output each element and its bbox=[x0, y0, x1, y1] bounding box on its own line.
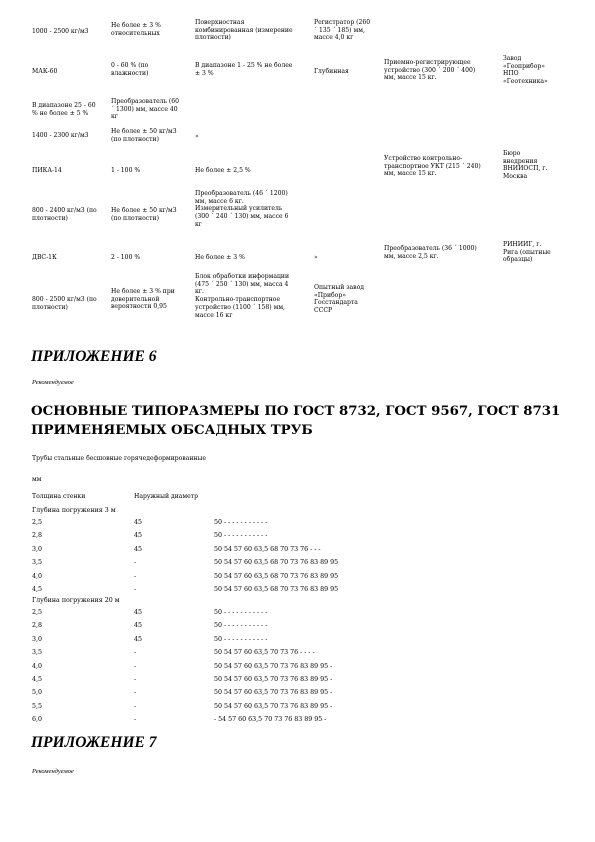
table-cell: Глубинная bbox=[314, 68, 349, 75]
diameters-list-cell: 50 - - - - - - - - - - - bbox=[214, 635, 268, 643]
diameters-list-cell: 50 54 57 60 63,5 70 73 76 83 89 95 - bbox=[214, 676, 333, 683]
diameter-cell: - bbox=[134, 586, 137, 593]
table-cell: ПИКА-14 bbox=[32, 167, 62, 174]
table-row bbox=[0, 546, 595, 559]
table-cell: Преобразователь (60 ´ 1300) мм, массе 40 кг bbox=[111, 98, 179, 121]
table-row bbox=[0, 649, 595, 662]
diameters-list-cell: 50 54 57 60 63,5 68 70 73 76 83 89 95 bbox=[214, 586, 339, 593]
table-row bbox=[0, 622, 595, 635]
diameter-cell: 45 bbox=[134, 622, 143, 630]
diameters-list-cell: 50 54 57 60 63,5 70 73 76 83 89 95 - bbox=[214, 662, 333, 670]
diameters-list-cell: 50 54 57 60 63,5 68 70 73 76 83 89 95 bbox=[214, 559, 339, 567]
table-cell: » bbox=[314, 254, 318, 261]
thickness-cell: 4,5 bbox=[32, 676, 43, 683]
table-row bbox=[0, 609, 595, 622]
diameter-cell: - bbox=[134, 662, 137, 670]
table-subtitle: Трубы стальные бесшовные горячедеформированные bbox=[32, 455, 206, 462]
thickness-cell: 3,5 bbox=[32, 559, 43, 567]
thickness-cell: 2,8 bbox=[32, 532, 43, 540]
table-row bbox=[0, 703, 595, 716]
thickness-cell: 6,0 bbox=[32, 716, 43, 724]
thickness-cell: 3,5 bbox=[32, 649, 43, 657]
diameters-list-cell: 50 54 57 60 63,5 68 70 73 76 - - - bbox=[214, 545, 321, 553]
thickness-cell: 4,5 bbox=[32, 586, 43, 593]
table-cell: Опытный завод «Прибор» Госстандарта СССР bbox=[314, 284, 364, 315]
table-row bbox=[0, 559, 595, 572]
table-cell: 800 - 2400 кг/м3 (по плотности) bbox=[32, 207, 97, 222]
table-row bbox=[0, 716, 595, 729]
table-cell: Не более ± 3 % относительных bbox=[111, 22, 161, 37]
table-cell: » bbox=[195, 133, 199, 140]
table-cell: Бюро внедрения ВНИИОСП, г. Москва bbox=[503, 150, 548, 181]
diameter-cell: - bbox=[134, 572, 137, 580]
diameter-cell: 45 bbox=[134, 532, 143, 540]
diameters-list-cell: 50 54 57 60 63,5 68 70 73 76 83 89 95 bbox=[214, 572, 339, 580]
table-cell: Не более ± 50 кг/м3 (по плотности) bbox=[111, 207, 177, 222]
thickness-cell: 2,8 bbox=[32, 622, 43, 630]
table-cell: Устройство контрольно- транспортное УКТ (215 ´ 240) мм, массе 15 кг. bbox=[384, 155, 481, 178]
table-row bbox=[0, 573, 595, 586]
diameter-cell: - bbox=[134, 689, 137, 697]
table-cell: Приемно-регистрирующее устройство (300 ´ 200 ´ 400) мм, массе 15 кг. bbox=[384, 59, 476, 82]
thickness-cell: 2,5 bbox=[32, 609, 43, 616]
group-title-3m: Глубина погружения 3 м bbox=[32, 507, 116, 514]
table-cell: Преобразователь (46 ´ 1200) мм, массе 6 кг. Измерительный усилитель (300 ´ 240 ´ 130) мм, массе 6 кг bbox=[195, 190, 289, 228]
diameters-list-cell: 50 - - - - - - - - - - - bbox=[214, 519, 268, 526]
group-title-20m: Глубина погружения 20 м bbox=[32, 597, 120, 604]
unit-label: мм bbox=[32, 476, 42, 483]
table-cell: 800 - 2500 кг/м3 (по плотности) bbox=[32, 296, 97, 311]
table-row bbox=[0, 519, 595, 532]
thickness-cell: 4,0 bbox=[32, 662, 43, 670]
column-header-diameter: Наружный диаметр bbox=[134, 493, 199, 500]
table-cell: Поверхностная комбинированная (измерение плотности) bbox=[195, 19, 293, 42]
table-cell: Преобразователь (36 ´ 1000) мм, массе 2,5 кг. bbox=[384, 245, 477, 260]
table-cell: Не более ± 50 кг/м3 (по плотности) bbox=[111, 128, 177, 143]
thickness-cell: 5,5 bbox=[32, 702, 43, 710]
diameters-list-cell: 50 54 57 60 63,5 70 73 76 - - - - bbox=[214, 649, 315, 657]
thickness-cell: 4,0 bbox=[32, 572, 43, 580]
diameters-list-cell: 50 54 57 60 63,5 70 73 76 83 89 95 - bbox=[214, 702, 333, 710]
diameter-cell: - bbox=[134, 716, 137, 724]
table-cell: Блок обработки информации (475 ´ 250 ´ 130) мм, масса 4 кг. Контрольно-транспортное устройство (1100 ´ 158) мм, массе 16 кг bbox=[195, 273, 290, 319]
diameters-list-cell: 50 - - - - - - - - - - - bbox=[214, 532, 268, 540]
diameter-cell: - bbox=[134, 559, 137, 567]
appendix-6-heading: ОСНОВНЫЕ ТИПОРАЗМЕРЫ ПО ГОСТ 8732, ГОСТ 9567, ГОСТ 8731 ПРИМЕНЯЕМЫХ ОБСАДНЫХ ТРУБ bbox=[31, 404, 561, 438]
table-cell: 1400 - 2300 кг/м3 bbox=[32, 132, 89, 139]
table-row bbox=[0, 676, 595, 689]
recommended-label: Рекомендуемое bbox=[32, 768, 74, 775]
column-header-thickness: Толщина стенки bbox=[32, 493, 86, 500]
diameter-cell: - bbox=[134, 649, 137, 657]
thickness-cell: 2,5 bbox=[32, 519, 43, 526]
diameters-list-cell: 50 - - - - - - - - - - - bbox=[214, 609, 268, 616]
table-cell: В диапазоне 25 - 60 % не более ± 5 % bbox=[32, 102, 96, 117]
table-cell: Не более ± 2,5 % bbox=[195, 167, 251, 174]
table-cell: 1 - 100 % bbox=[111, 167, 141, 174]
table-cell: Регистратор (260 ´ 135 ´ 185) мм, массе 4,0 кг bbox=[314, 19, 371, 42]
thickness-cell: 3,0 bbox=[32, 635, 43, 643]
diameters-list-cell: 50 54 57 60 63,5 70 73 76 83 89 95 - bbox=[214, 689, 333, 697]
diameter-cell: - bbox=[134, 702, 137, 710]
recommended-label: Рекомендуемое bbox=[32, 379, 74, 386]
table-cell: 2 - 100 % bbox=[111, 254, 141, 261]
table-cell: Не более ± 3 % bbox=[195, 254, 245, 261]
diameter-cell: 45 bbox=[134, 635, 143, 643]
appendix-6-title: ПРИЛОЖЕНИЕ 6 bbox=[31, 348, 157, 365]
diameter-cell: 45 bbox=[134, 545, 143, 553]
diameter-cell: 45 bbox=[134, 609, 143, 616]
thickness-cell: 5,0 bbox=[32, 689, 43, 697]
table-cell: 1000 - 2500 кг/м3 bbox=[32, 28, 89, 35]
table-cell: 0 - 60 % (по влажности) bbox=[111, 62, 149, 77]
table-cell: РИНИИГ, г. Рига (опытные образцы) bbox=[503, 241, 551, 264]
table-row bbox=[0, 663, 595, 676]
diameter-cell: - bbox=[134, 676, 137, 683]
table-cell: Не более ± 3 % при доверительной вероятности 0,95 bbox=[111, 288, 175, 311]
table-row bbox=[0, 689, 595, 702]
thickness-cell: 3,0 bbox=[32, 545, 43, 553]
table-cell: МАК-60 bbox=[32, 68, 58, 75]
table-cell: В диапазоне 1 - 25 % не более ± 3 % bbox=[195, 62, 293, 77]
table-cell: Завод «Геоприбор» НПО «Геотехника» bbox=[503, 55, 548, 86]
diameter-cell: 45 bbox=[134, 519, 143, 526]
diameters-list-cell: 50 - - - - - - - - - - - bbox=[214, 622, 268, 630]
appendix-7-title: ПРИЛОЖЕНИЕ 7 bbox=[31, 734, 157, 751]
table-row bbox=[0, 636, 595, 649]
table-cell: ДВС-1К bbox=[32, 254, 57, 261]
diameters-list-cell: - 54 57 60 63,5 70 73 76 83 89 95 - bbox=[214, 716, 327, 724]
table-row bbox=[0, 532, 595, 545]
